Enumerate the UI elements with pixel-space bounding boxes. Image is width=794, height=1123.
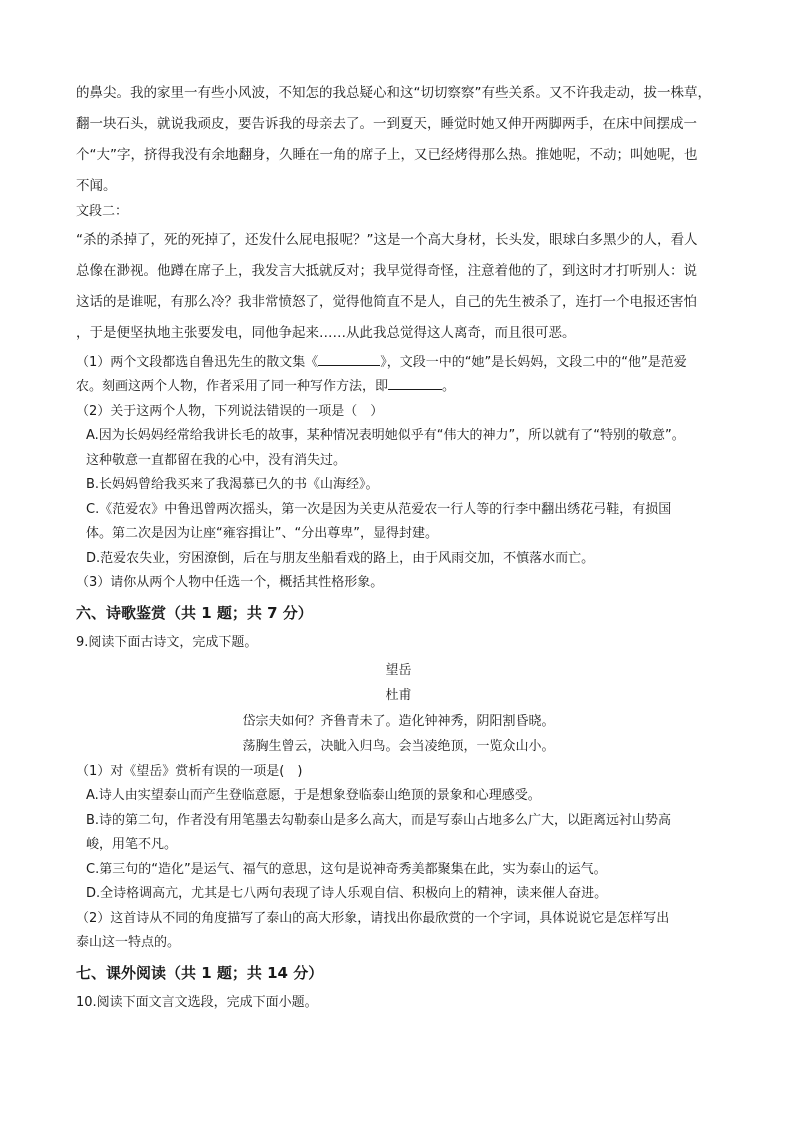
- question-1-text-a: （1）两个文段都选自鲁迅先生的散文集《: [76, 354, 319, 370]
- passage-one-line: 个“大”字，挤得我没有余地翻身，久睡在一角的席子上，又已经烤得那么热。推她呢，不动；叫她呢，也: [76, 147, 698, 163]
- question-9-sub2-line: 泰山这一特点的。: [76, 935, 181, 950]
- option-b[interactable]: B.长妈妈曾给我买来了我渴慕已久的书《山海经》。: [86, 477, 379, 492]
- poem-author: 杜甫: [385, 688, 412, 703]
- option-d[interactable]: D.范爱农失业，穷困潦倒，后在与朋友坐船看戏的路上，由于风雨交加，不慎落水而亡。: [86, 550, 595, 566]
- passage-one: [76, 78, 721, 202]
- option-a-continued: 这种敬意一直都留在我的心中，没有消失过。: [86, 452, 347, 468]
- question-1-line: [76, 351, 721, 376]
- question-2: [76, 400, 721, 572]
- option-d[interactable]: D.全诗格调高亢，尤其是七八两句表现了诗人乐观自信、积极向上的精神，读来催人奋进。: [86, 886, 608, 901]
- option-a[interactable]: A.诗人由实望泰山而产生登临意愿，于是想象登临泰山绝顶的景象和心理感受。: [86, 788, 541, 803]
- passage-one-line: 不闻。: [76, 178, 117, 194]
- question-10-stem: 10.阅读下面文言文选段，完成下面小题。: [76, 994, 318, 1010]
- poem-line: 荡胸生曾云，决眦入归鸟。会当凌绝顶，一览众山小。: [242, 739, 555, 754]
- option-c[interactable]: C.第三句的“造化”是运气、福气的意思，这句是说神奇秀美都聚集在此，实为泰山的运气。: [86, 861, 607, 877]
- passage-two-line: 总像在渺视。他蹲在席子上，我发言大抵就反对；我早觉得奇怪，注意着他的了，到这时才打听别人：说: [76, 262, 697, 279]
- passage-two: [76, 200, 721, 349]
- question-1-text-b: 》，文段一中的“她”是长妈妈，文段二中的“他”是范爱: [380, 354, 687, 370]
- question-9-sub2-line: （2）这首诗从不同的角度描写了泰山的高大形象，请找出你最欣赏的一个字词，具体说说它是怎样写出: [76, 910, 670, 926]
- question-1-text-d: 。: [442, 379, 456, 394]
- passage-two-line: 这话的是谁呢，有那么冷？我非常愤怒了，觉得他简直不是人，自己的先生被杀了，连打一个电报还害怕: [76, 293, 697, 310]
- document-page: [76, 78, 721, 1018]
- passage-one-line: 的鼻尖。我的家里一有些小风波，不知怎的我总疑心和这“切切察察”有些关系。又不许我走动，拔一株草，: [76, 85, 711, 101]
- question-3-stem: （3）请你从两个人物中任选一个，概括其性格形象。: [76, 575, 384, 590]
- passage-two-line: ，于是便坚执地主张要发电，同他争起来……从此我总觉得这人离奇，而且很可恶。: [76, 324, 576, 341]
- option-b-continued: 峻，用笔不凡。: [86, 837, 178, 852]
- question-1-line: [76, 375, 721, 400]
- answer-blank-collection[interactable]: [318, 351, 380, 366]
- poem-line: 岱宗夫如何？齐鲁青未了。造化钟神秀，阴阳割昏晓。: [242, 713, 555, 729]
- passage-one-line: 翻一块石头，就说我顽皮，要告诉我的母亲去了。一到夏天，睡觉时她又伸开两脚两手，在床中间摆成一: [76, 116, 697, 132]
- question-9-stem: 9.阅读下面古诗文，完成下题。: [76, 634, 258, 650]
- poem-title: 望岳: [385, 662, 412, 678]
- option-a[interactable]: A.因为长妈妈经常给我讲长毛的故事，某种情况表明她似乎有“伟大的神力”，所以就有了“特别的敬意”。: [86, 428, 685, 443]
- answer-blank-method[interactable]: [388, 375, 442, 390]
- option-c-continued: 体。第二次是因为让座“雍容揖让”、“分出尊卑”，显得封建。: [86, 526, 438, 541]
- question-1-text-c: 农。刻画这两个人物，作者采用了同一种写作方法，即: [76, 379, 389, 394]
- question-9-sub1-stem: （1）对《望岳》赏析有误的一项是( ): [76, 763, 303, 779]
- question-1: [76, 351, 721, 400]
- section-6-title: 六、诗歌鉴赏（共 1 题；共 7 分）: [76, 603, 313, 622]
- question-2-stem: （2）关于这两个人物，下列说法错误的一项是（ ）: [76, 403, 384, 419]
- option-c[interactable]: C.《范爱农》中鲁迅曾两次摇头，第一次是因为关吏从范爱农一行人等的行李中翻出绣花弓鞋，有损国: [86, 501, 672, 517]
- section-7-title: 七、课外阅读（共 1 题；共 14 分）: [76, 963, 324, 982]
- passage-two-label: 文段二：: [76, 204, 129, 219]
- question-9: [76, 628, 721, 956]
- option-b[interactable]: B.诗的第二句，作者没有用笔墨去勾勒泰山是多么高大，而是写泰山占地多么广大，以距离远衬山势高: [86, 812, 672, 828]
- passage-two-line: “杀的杀掉了，死的死掉了，还发什么屁电报呢？”这是一个高大身材，长头发，眼球白多黑少的人，看人: [76, 231, 698, 248]
